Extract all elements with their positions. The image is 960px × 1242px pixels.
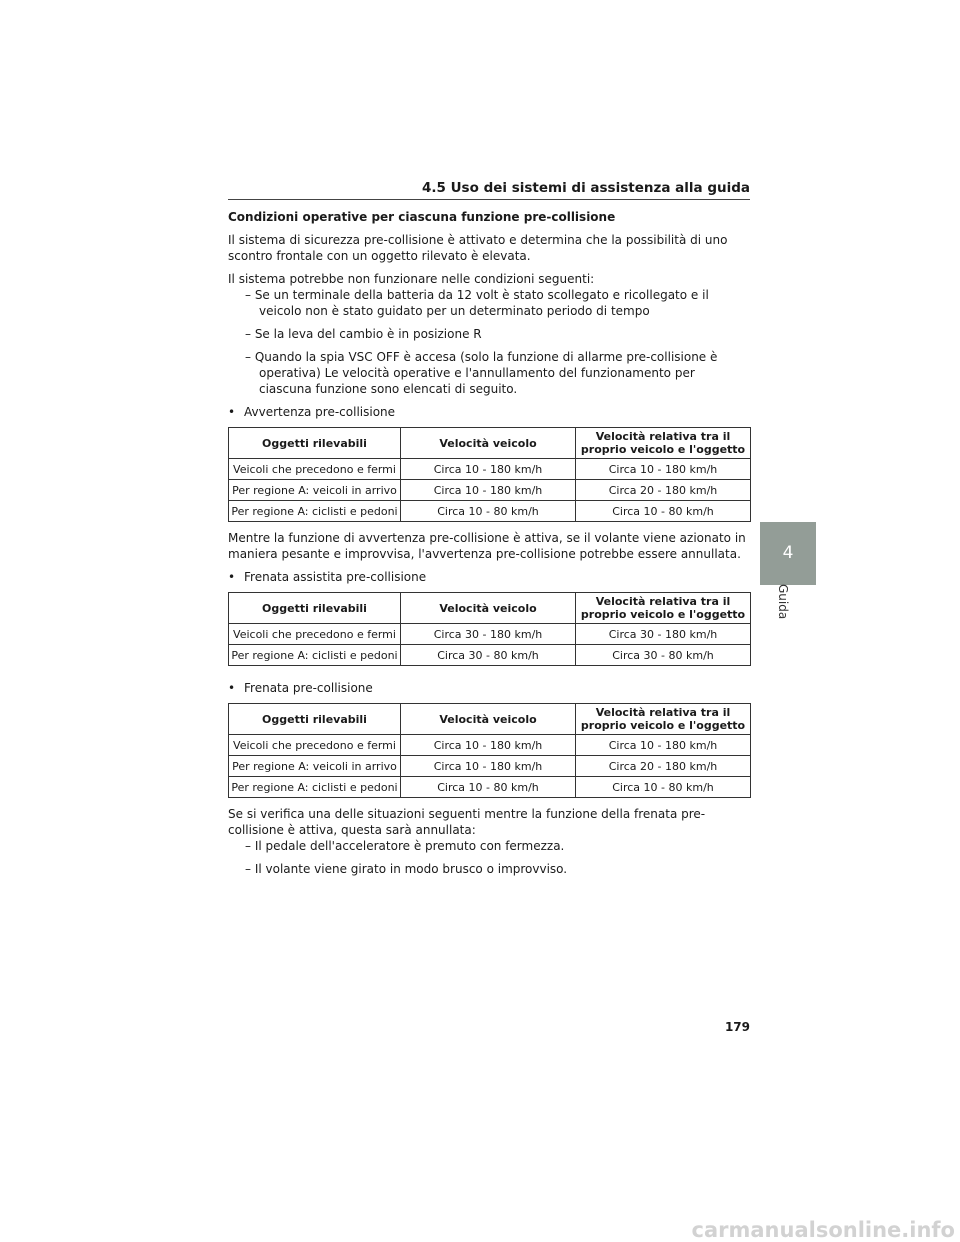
table-cell: Circa 10 - 80 km/h bbox=[576, 777, 751, 798]
table-cell: Veicoli che precedono e fermi bbox=[229, 735, 401, 756]
table-row bbox=[229, 480, 751, 501]
table-cell: Circa 10 - 180 km/h bbox=[401, 480, 576, 501]
condition-item: – Se un terminale della batteria da 12 volt è stato scollegato e ricollegato e il veicolo non è stato guidato per un determinato periodo di tempo bbox=[245, 288, 709, 318]
table-cell: Circa 20 - 180 km/h bbox=[576, 480, 751, 501]
table-cell: Per regione A: ciclisti e pedoni bbox=[229, 501, 401, 522]
table-cell: Per regione A: ciclisti e pedoni bbox=[229, 645, 401, 666]
table-cell: Circa 10 - 180 km/h bbox=[401, 459, 576, 480]
header-cell: Velocità veicolo bbox=[401, 593, 576, 624]
table-cell: Circa 10 - 180 km/h bbox=[576, 735, 751, 756]
cancel-item: – Il volante viene girato in modo brusco o improvviso. bbox=[245, 862, 568, 876]
cancel-intro: Se si verifica una delle situazioni seguenti mentre la funzione della frenata pre-collisione è attiva, questa sarà annullata: bbox=[228, 807, 706, 837]
table-row bbox=[229, 756, 751, 777]
table-cell: Circa 10 - 80 km/h bbox=[576, 501, 751, 522]
header-cell: Oggetti rilevabili bbox=[229, 593, 401, 624]
table-cell: Circa 30 - 80 km/h bbox=[401, 645, 576, 666]
chapter-tab: 4 bbox=[760, 522, 816, 585]
bullet-label-text: Avvertenza pre-collisione bbox=[244, 405, 396, 419]
table-cell: Per regione A: veicoli in arrivo bbox=[229, 480, 401, 501]
header-cell: Velocità relativa tra il proprio veicolo e l'oggetto bbox=[576, 428, 751, 459]
page-content bbox=[228, 209, 750, 884]
bullet-brake bbox=[228, 680, 750, 696]
table-cell: Circa 10 - 180 km/h bbox=[401, 756, 576, 777]
header-cell: Oggetti rilevabili bbox=[229, 428, 401, 459]
table-row bbox=[229, 459, 751, 480]
table-cell: Circa 10 - 180 km/h bbox=[576, 459, 751, 480]
header-cell: Velocità relativa tra il proprio veicolo e l'oggetto bbox=[576, 593, 751, 624]
table-cell: Circa 10 - 80 km/h bbox=[401, 501, 576, 522]
header-cell: Velocità relativa tra il proprio veicolo e l'oggetto bbox=[576, 704, 751, 735]
header-cell: Velocità veicolo bbox=[401, 428, 576, 459]
table-cell: Per regione A: ciclisti e pedoni bbox=[229, 777, 401, 798]
table-cell: Circa 20 - 180 km/h bbox=[576, 756, 751, 777]
table-cell: Circa 30 - 80 km/h bbox=[576, 645, 751, 666]
bullet-label-text: Frenata assistita pre-collisione bbox=[244, 570, 427, 584]
intro-paragraph: Il sistema di sicurezza pre-collisione è attivato e determina che la possibilità di uno scontro frontale con un oggetto rilevato è elevata. bbox=[228, 233, 728, 263]
bullet-label-text: Frenata pre-collisione bbox=[244, 681, 373, 695]
page-number: 179 bbox=[724, 1020, 750, 1034]
bullet-dot: • bbox=[228, 570, 236, 584]
watermark-text: carmanualsonline.info bbox=[691, 1218, 955, 1242]
bullet-warning bbox=[228, 404, 750, 420]
condition-item: – Quando la spia VSC OFF è accesa (solo la funzione di allarme pre-collisione è operativa) Le velocità operative e l'annullamento del funzionamento per ciascuna funzione sono elencati di seguito. bbox=[245, 350, 718, 396]
table-row bbox=[229, 645, 751, 666]
header-cell: Velocità veicolo bbox=[401, 704, 576, 735]
condition-item: – Se la leva del cambio è in posizione R bbox=[245, 327, 482, 341]
cancel-list bbox=[228, 838, 750, 877]
table-header-row bbox=[229, 704, 751, 735]
header-cell: Oggetti rilevabili bbox=[229, 704, 401, 735]
table-header-row bbox=[229, 593, 751, 624]
brake-table bbox=[228, 703, 751, 798]
table-header-row bbox=[229, 428, 751, 459]
table-cell: Veicoli che precedono e fermi bbox=[229, 459, 401, 480]
table-row bbox=[229, 735, 751, 756]
header-divider bbox=[228, 199, 750, 200]
warning-note: Mentre la funzione di avvertenza pre-collisione è attiva, se il volante viene azionato in maniera pesante e improvvisa, l'avvertenza pre-collisione potrebbe essere annullata. bbox=[228, 531, 746, 561]
table-cell: Veicoli che precedono e fermi bbox=[229, 624, 401, 645]
table-cell: Circa 30 - 180 km/h bbox=[576, 624, 751, 645]
bullet-dot: • bbox=[228, 681, 236, 695]
section-header: 4.5 Uso dei sistemi di assistenza alla guida bbox=[421, 180, 750, 196]
table-row bbox=[229, 501, 751, 522]
table-row bbox=[229, 777, 751, 798]
table-cell: Per regione A: veicoli in arrivo bbox=[229, 756, 401, 777]
cancel-item: – Il pedale dell'acceleratore è premuto con fermezza. bbox=[245, 839, 565, 853]
table-cell: Circa 30 - 180 km/h bbox=[401, 624, 576, 645]
bullet-assist bbox=[228, 569, 750, 585]
conditions-intro: Il sistema potrebbe non funzionare nelle condizioni seguenti: bbox=[228, 272, 595, 286]
warning-table bbox=[228, 427, 751, 522]
conditions-list bbox=[228, 287, 750, 397]
table-cell: Circa 10 - 180 km/h bbox=[401, 735, 576, 756]
bullet-dot: • bbox=[228, 405, 236, 419]
table-row bbox=[229, 624, 751, 645]
table-cell: Circa 10 - 80 km/h bbox=[401, 777, 576, 798]
section-heading: Condizioni operative per ciascuna funzione pre-collisione bbox=[228, 210, 616, 224]
assist-table bbox=[228, 592, 751, 666]
chapter-label: Guida bbox=[776, 584, 790, 620]
